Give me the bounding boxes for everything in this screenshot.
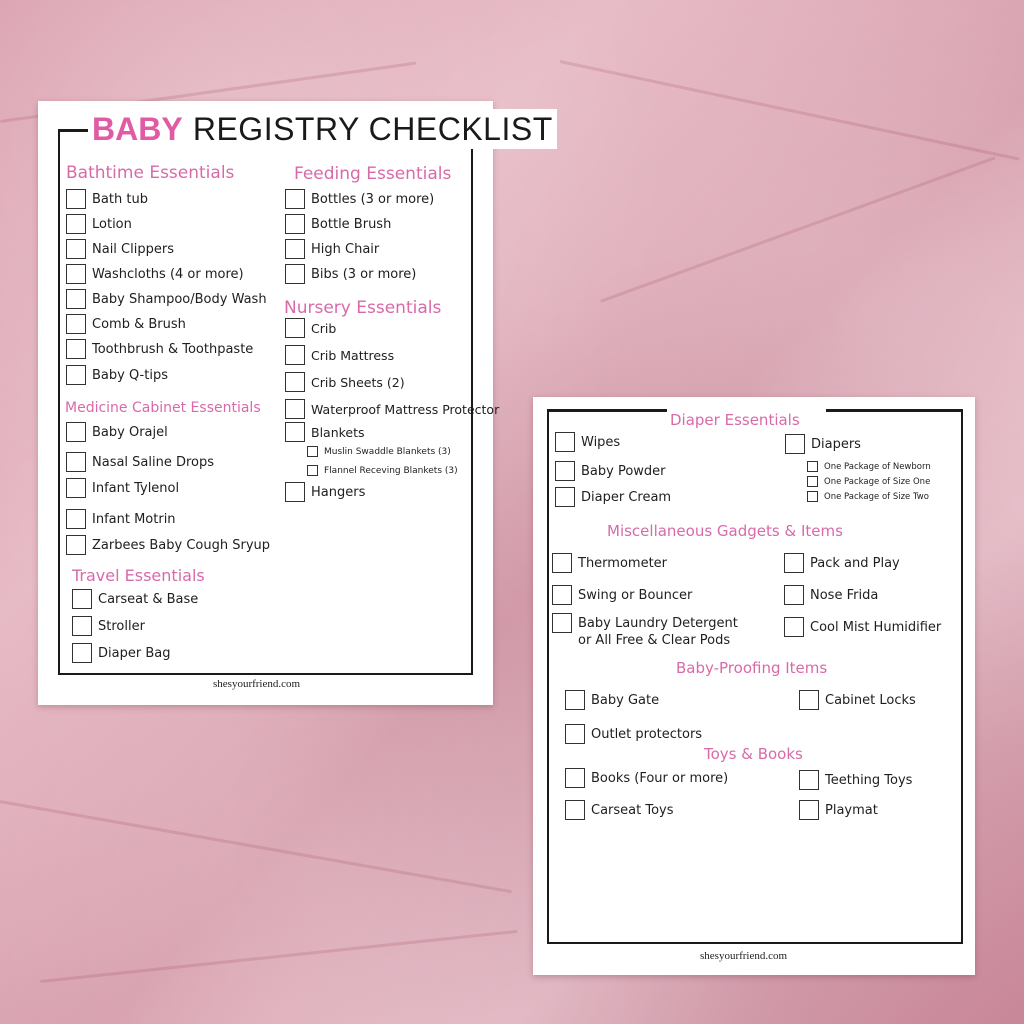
- checklist-item[interactable]: [66, 422, 168, 442]
- checklist-item-label: Teething Toys: [825, 772, 913, 788]
- checklist-item-label: Baby Laundry Detergent: [578, 615, 738, 631]
- checkbox[interactable]: [565, 724, 585, 744]
- checklist-item-label: Cabinet Locks: [825, 692, 916, 708]
- checklist-item-label: Baby Q-tips: [92, 367, 168, 383]
- checklist-item-label: Crib: [311, 320, 337, 336]
- checklist-item[interactable]: [799, 690, 916, 710]
- checklist-item-label: Baby Gate: [591, 692, 660, 708]
- checklist-item-label: Swing or Bouncer: [578, 587, 693, 603]
- footer-website: shesyourfriend.com: [213, 678, 301, 690]
- checklist-item-label: Nasal Saline Drops: [92, 454, 215, 470]
- checkbox[interactable]: [555, 432, 575, 452]
- checklist-item[interactable]: [565, 800, 674, 820]
- checkbox[interactable]: [285, 318, 305, 338]
- checklist-item-label: Carseat Toys: [591, 802, 674, 818]
- checklist-item[interactable]: [66, 214, 132, 234]
- checklist-item-label: Outlet protectors: [591, 726, 703, 742]
- checkbox[interactable]: [799, 800, 819, 820]
- checklist-item[interactable]: [552, 585, 692, 605]
- toys-heading: Toys & Books: [704, 745, 803, 763]
- checkbox[interactable]: [555, 487, 575, 507]
- travel-heading: Travel Essentials: [72, 566, 205, 585]
- checklist-item-label: Baby Powder: [581, 463, 666, 479]
- checklist-item-label: Books (Four or more): [591, 770, 729, 786]
- checklist-item[interactable]: [552, 633, 730, 648]
- checklist-item[interactable]: [799, 770, 912, 790]
- registry-checklist-page-2: [533, 397, 975, 975]
- checkbox[interactable]: [66, 452, 86, 472]
- checkbox[interactable]: [285, 399, 305, 419]
- checklist-item[interactable]: [555, 432, 620, 452]
- checklist-item-label: Playmat: [825, 802, 878, 818]
- checkbox[interactable]: [799, 770, 819, 790]
- checklist-item-label: Diapers: [811, 436, 861, 452]
- checkbox[interactable]: [784, 585, 804, 605]
- checklist-item[interactable]: [66, 478, 179, 498]
- checkbox[interactable]: [285, 189, 305, 209]
- checklist-item-label: Hangers: [311, 484, 366, 500]
- checklist-item[interactable]: [555, 461, 666, 481]
- checklist-item-label: or All Free & Clear Pods: [578, 633, 731, 648]
- checkbox[interactable]: [66, 478, 86, 498]
- checklist-item[interactable]: [285, 422, 365, 442]
- checkbox[interactable]: [555, 461, 575, 481]
- checklist-item[interactable]: [807, 491, 929, 502]
- checklist-item[interactable]: [66, 264, 244, 284]
- checklist-item-label: Waterproof Mattress Protector: [311, 401, 500, 417]
- checkbox[interactable]: [307, 446, 318, 457]
- checklist-item[interactable]: [784, 617, 941, 637]
- checklist-item[interactable]: [66, 365, 168, 385]
- checklist-item-label: Crib Sheets (2): [311, 374, 405, 390]
- checklist-item-label: Diaper Bag: [98, 645, 171, 661]
- checkbox[interactable]: [799, 690, 819, 710]
- checkbox[interactable]: [552, 553, 572, 573]
- checkbox[interactable]: [66, 314, 86, 334]
- checkbox[interactable]: [66, 214, 86, 234]
- checklist-item-label: Baby Shampoo/Body Wash: [92, 291, 267, 307]
- checklist-item[interactable]: [307, 446, 451, 457]
- checklist-border-top-left: [547, 409, 667, 412]
- checklist-item-label: Comb & Brush: [92, 316, 186, 332]
- checklist-item[interactable]: [285, 482, 365, 502]
- checklist-item-label: Stroller: [98, 618, 145, 634]
- checkbox[interactable]: [807, 491, 818, 502]
- checkbox[interactable]: [285, 214, 305, 234]
- checklist-item-label: Muslin Swaddle Blankets (3): [324, 446, 451, 457]
- checklist-item[interactable]: [285, 189, 434, 209]
- checkbox[interactable]: [785, 434, 805, 454]
- checkbox[interactable]: [565, 690, 585, 710]
- checklist-item[interactable]: [66, 289, 267, 309]
- checkbox[interactable]: [285, 372, 305, 392]
- checklist-item-label: Lotion: [92, 216, 132, 232]
- checklist-item[interactable]: [66, 239, 174, 259]
- checkbox[interactable]: [66, 339, 86, 359]
- checklist-item-label: Washcloths (4 or more): [92, 266, 244, 282]
- checklist-item[interactable]: [307, 465, 458, 476]
- checkbox[interactable]: [285, 239, 305, 259]
- checklist-item-label: Diaper Cream: [581, 489, 672, 505]
- checkbox[interactable]: [72, 616, 92, 636]
- checklist-item[interactable]: [785, 434, 861, 454]
- checkbox[interactable]: [66, 535, 86, 555]
- checklist-title: [88, 109, 557, 149]
- checkbox[interactable]: [285, 345, 305, 365]
- checkbox[interactable]: [565, 800, 585, 820]
- checkbox[interactable]: [66, 365, 86, 385]
- marble-vein: [40, 930, 518, 983]
- checklist-item-label: Thermometer: [578, 555, 668, 571]
- bathtime-heading: Bathtime Essentials: [66, 163, 235, 183]
- checkbox[interactable]: [285, 482, 305, 502]
- checkbox[interactable]: [72, 643, 92, 663]
- marble-vein: [600, 156, 996, 302]
- checklist-item-label: Wipes: [581, 434, 621, 450]
- checkbox[interactable]: [285, 422, 305, 442]
- checklist-item-label: One Package of Newborn: [824, 461, 931, 472]
- medicine-heading: Medicine Cabinet Essentials: [65, 400, 261, 416]
- diaper-heading: Diaper Essentials: [670, 411, 800, 429]
- checkbox[interactable]: [66, 239, 86, 259]
- checkbox[interactable]: [307, 465, 318, 476]
- checklist-item[interactable]: [565, 724, 702, 744]
- title-rest: REGISTRY CHECKLIST: [192, 111, 553, 147]
- checkbox[interactable]: [66, 189, 86, 209]
- checklist-item-label: Nail Clippers: [92, 241, 174, 257]
- checklist-item-label: Bottles (3 or more): [311, 191, 435, 207]
- checklist-item-label: Bottle Brush: [311, 216, 392, 232]
- checklist-item[interactable]: [66, 189, 148, 209]
- title-accent: BABY: [92, 111, 183, 147]
- checklist-item[interactable]: [72, 589, 198, 609]
- checklist-item[interactable]: [552, 553, 667, 573]
- checklist-item[interactable]: [72, 616, 145, 636]
- checklist-item-label: Blankets: [311, 424, 365, 440]
- marble-vein: [0, 800, 512, 893]
- checklist-item[interactable]: [285, 239, 379, 259]
- checklist-item-label: Bibs (3 or more): [311, 266, 417, 282]
- checklist-item[interactable]: [555, 487, 671, 507]
- checkbox[interactable]: [552, 585, 572, 605]
- checklist-item[interactable]: [66, 452, 214, 472]
- checklist-item[interactable]: [72, 643, 170, 663]
- checkbox[interactable]: [66, 422, 86, 442]
- checklist-border-top-right: [826, 409, 963, 412]
- checklist-item-label: Cool Mist Humidifier: [810, 619, 942, 635]
- checklist-item[interactable]: [285, 318, 336, 338]
- checklist-item[interactable]: [66, 339, 253, 359]
- checklist-item[interactable]: [285, 345, 394, 365]
- checklist-item-label: High Chair: [311, 241, 380, 257]
- checklist-item-label: Flannel Receving Blankets (3): [324, 465, 458, 476]
- checklist-item-label: Carseat & Base: [98, 591, 199, 607]
- feeding-heading: Feeding Essentials: [294, 164, 452, 184]
- checklist-item-label: Infant Tylenol: [92, 480, 180, 496]
- checklist-item[interactable]: [285, 214, 391, 234]
- checklist-item[interactable]: [552, 613, 738, 633]
- checkbox[interactable]: [784, 617, 804, 637]
- checkbox[interactable]: [807, 476, 818, 487]
- checkbox[interactable]: [66, 289, 86, 309]
- checklist-item-label: Zarbees Baby Cough Sryup: [92, 537, 271, 553]
- marble-vein: [559, 60, 1019, 161]
- checkbox[interactable]: [784, 553, 804, 573]
- babyproof-heading: Baby-Proofing Items: [676, 659, 828, 677]
- checklist-item[interactable]: [807, 461, 931, 472]
- checkbox[interactable]: [66, 264, 86, 284]
- checklist-item[interactable]: [285, 264, 416, 284]
- checklist-item-label: Toothbrush & Toothpaste: [92, 341, 254, 357]
- checklist-item-label: Baby Orajel: [92, 424, 168, 440]
- checkbox[interactable]: [552, 613, 572, 633]
- checklist-item-label: Nose Frida: [810, 587, 879, 603]
- checklist-item[interactable]: [807, 476, 930, 487]
- checklist-item[interactable]: [66, 314, 186, 334]
- checklist-border-top-left: [58, 129, 90, 132]
- checklist-item[interactable]: [565, 768, 728, 788]
- checkbox[interactable]: [66, 509, 86, 529]
- checklist-item[interactable]: [66, 535, 270, 555]
- checkbox[interactable]: [807, 461, 818, 472]
- checklist-item[interactable]: [784, 585, 878, 605]
- nursery-heading: Nursery Essentials: [284, 298, 442, 318]
- checklist-item-label: Infant Motrin: [92, 511, 176, 527]
- checklist-item[interactable]: [285, 399, 499, 419]
- checkbox[interactable]: [565, 768, 585, 788]
- checklist-item[interactable]: [66, 509, 176, 529]
- misc-heading: Miscellaneous Gadgets & Items: [607, 522, 843, 540]
- checklist-item[interactable]: [784, 553, 900, 573]
- footer-website: shesyourfriend.com: [700, 950, 788, 962]
- checklist-item-label: Crib Mattress: [311, 347, 395, 363]
- checklist-item[interactable]: [285, 372, 405, 392]
- checkbox[interactable]: [72, 589, 92, 609]
- checklist-item-label: One Package of Size One: [824, 476, 931, 487]
- checkbox[interactable]: [285, 264, 305, 284]
- checklist-item-label: One Package of Size Two: [824, 491, 929, 502]
- checklist-item-label: Pack and Play: [810, 555, 900, 571]
- checklist-item[interactable]: [799, 800, 878, 820]
- registry-checklist-page-1: [38, 101, 553, 705]
- checklist-item-label: Bath tub: [92, 191, 148, 207]
- checklist-item[interactable]: [565, 690, 659, 710]
